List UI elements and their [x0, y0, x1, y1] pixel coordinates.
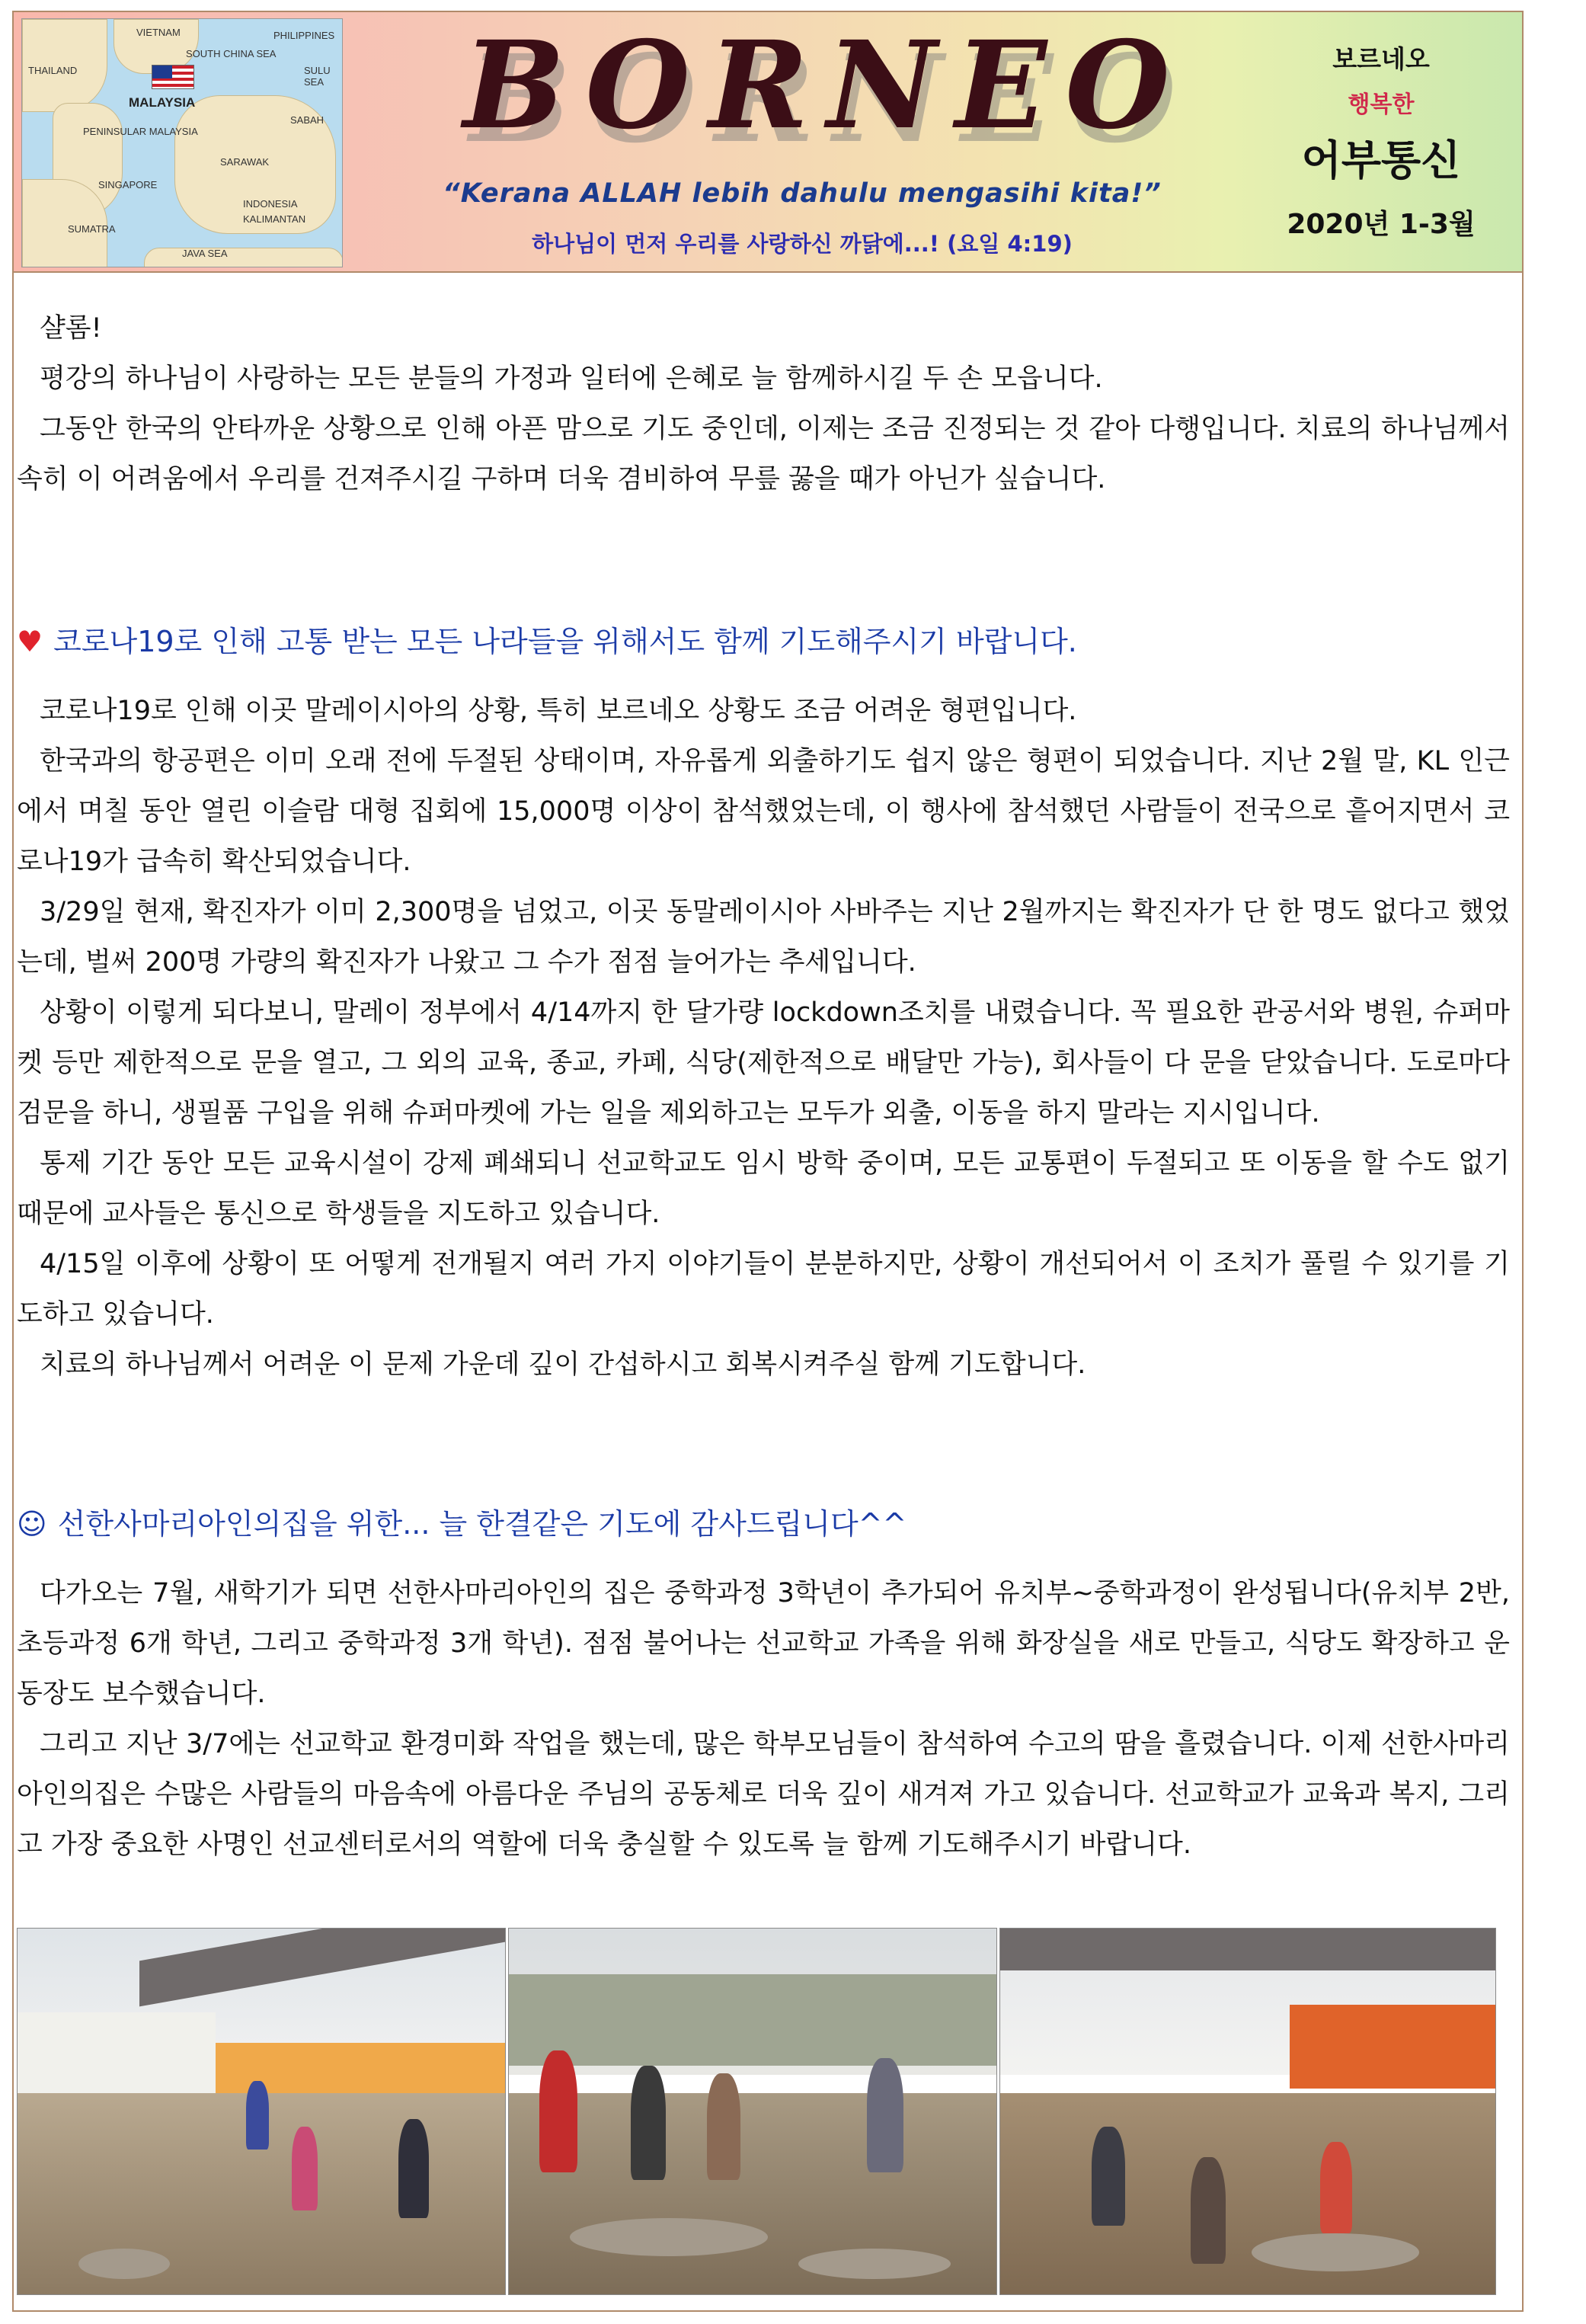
paragraph: 코로나19로 인해 이곳 말레이시아의 상황, 특히 보르네오 상황도 조금 어려운 형편입니다.	[40, 696, 1077, 726]
malaysia-flag-icon	[152, 65, 194, 89]
map-label: INDONESIA	[243, 198, 298, 210]
greeting-line: 그동안 한국의 안타까운 상황으로 인해 아픈 맘으로 기도 중인데, 이제는 조금 진정되는 것 같아 다행입니다. 치료의 하나님께서 속히 이 어려움에서 우리를 건져주시길 구하며 더욱 겸비하여 무릎 꿇을 때가 아닌가 싶습니다.	[17, 414, 1510, 495]
map-label: PHILIPPINES	[273, 30, 335, 41]
paragraph: 다가오는 7월, 새학기가 되면 선한사마리아인의 집은 중학과정 3학년이 추가되어 유치부~중학과정이 완성됩니다(유치부 2반, 초등과정 6개 학년, 그리고 중학과정 3개 학년). 점점 불어나는 선교학교 가족을 위해 화장실을 새로 만들고, 식당도 확장하고 운동장도 보수했습니다.	[17, 1578, 1510, 1709]
map-label: PENINSULAR MALAYSIA	[83, 126, 198, 137]
bible-verse: 하나님이 먼저 우리를 사랑하신 까닭에...! (요일 4:19)	[532, 231, 1073, 257]
map-label: JAVA SEA	[182, 248, 228, 259]
photo-parents-working	[508, 1928, 997, 2295]
map-label: THAILAND	[28, 65, 78, 76]
map-label: MALAYSIA	[129, 95, 196, 110]
paragraph: 통제 기간 동안 모든 교육시설이 강제 폐쇄되니 선교학교도 임시 방학 중이며, 모든 교통편이 두절되고 또 이동을 할 수도 없기 때문에 교사들은 통신으로 학생들을 지도하고 있습니다.	[17, 1148, 1510, 1229]
heart-icon: ♥	[17, 625, 43, 658]
greeting-line: 평강의 하나님이 사랑하는 모든 분들의 가정과 일터에 은혜로 늘 함께하시길 두 손 모읍니다.	[40, 363, 1103, 394]
newsletter-name: 어부통신	[1301, 136, 1461, 184]
region-map	[21, 18, 343, 267]
greeting	[17, 303, 1510, 504]
section2-heading	[17, 1501, 1510, 1547]
map-label: VIETNAM	[136, 27, 181, 38]
brand-title: BORNEO	[463, 15, 1188, 156]
section2-body	[17, 1568, 1510, 1870]
issue-date: 2020년 1-3월	[1287, 209, 1476, 240]
map-label: SABAH	[290, 114, 325, 126]
paragraph: 치료의 하나님께서 어려운 이 문제 가운데 깊이 간섭하시고 회복시켜주실 함께 기도합니다.	[40, 1349, 1086, 1380]
section1-heading-text: 코로나19로 인해 고통 받는 모든 나라들을 위해서도 함께 기도해주시기 바랍니다.	[53, 625, 1077, 658]
map-label: KALIMANTAN	[243, 213, 306, 225]
paragraph: 4/15일 이후에 상황이 또 어떻게 전개될지 여러 가지 이야기들이 분분하지만, 상황이 개선되어서 이 조치가 풀릴 수 있기를 기도하고 있습니다.	[17, 1249, 1510, 1330]
photo-school-courtyard	[17, 1928, 506, 2295]
paragraph: 그리고 지난 3/7에는 선교학교 환경미화 작업을 했는데, 많은 학부모님들이 참석하여 수고의 땀을 흘렸습니다. 이제 선한사마리아인의집은 수많은 사람들의 마음속에 아름다운 주님의 공동체로 더욱 깊이 새겨져 가고 있습니다. 선교학교가 교육과 복지, 그리고 가장 중요한 사명인 선교센터로서의 역할에 더욱 충실할 수 있도록 늘 함께 기도해주시기 바랍니다.	[17, 1729, 1510, 1860]
map-label: SOUTH CHINA SEA	[186, 48, 277, 59]
greeting-line: 샬롬!	[40, 313, 102, 344]
section2-heading-text: 선한사마리아인의집을 위한... 늘 한결같은 기도에 감사드립니다^^	[57, 1507, 907, 1541]
map-label: SULU SEA	[304, 65, 331, 88]
map-label: SARAWAK	[220, 156, 270, 168]
paragraph: 상황이 이렇게 되다보니, 말레이 정부에서 4/14까지 한 달가량 lockdown조치를 내렸습니다. 꼭 필요한 관공서와 병원, 슈퍼마켓 등만 제한적으로 문을 열고, 그 외의 교육, 종교, 카페, 식당(제한적으로 배달만 가능), 회사들이 다 문을 닫았습니다. 도로마다 검문을 하니, 생필품 구입을 위해 슈퍼마켓에 가는 일을 제외하고는 모두가 외출, 이동을 하지 말라는 지시입니다.	[17, 997, 1510, 1128]
paragraph: 3/29일 현재, 확진자가 이미 2,300명을 넘었고, 이곳 동말레이시아 사바주는 지난 2월까지는 확진자가 단 한 명도 없다고 했었는데, 벌써 200명 가량의 확진자가 나왔고 그 수가 점점 늘어가는 추세입니다.	[17, 897, 1510, 978]
map-label: SUMATRA	[68, 223, 116, 235]
newsletter-header	[14, 12, 1522, 273]
section1-body	[17, 686, 1510, 1390]
map-label: SINGAPORE	[98, 179, 158, 190]
photo-garden-work	[999, 1928, 1496, 2295]
section1-heading	[17, 619, 1510, 664]
photo-strip	[17, 1928, 1504, 2294]
motto: “Kerana ALLAH lebih dahulu mengasihi kita!”	[443, 178, 1162, 209]
paragraph: 한국과의 항공편은 이미 오래 전에 두절된 상태이며, 자유롭게 외출하기도 쉽지 않은 형편이 되었습니다. 지난 2월 말, KL 인근에서 며칠 동안 열린 이슬람 대형 집회에 15,000명 이상이 참석했었는데, 이 행사에 참석했던 사람들이 전국으로 흩어지면서 코로나19가 급속히 확산되었습니다.	[17, 746, 1510, 877]
issue-subtitle: 행복한	[1348, 91, 1415, 118]
smiley-icon: ☺	[17, 1507, 47, 1541]
issue-region: 보르네오	[1332, 44, 1430, 74]
